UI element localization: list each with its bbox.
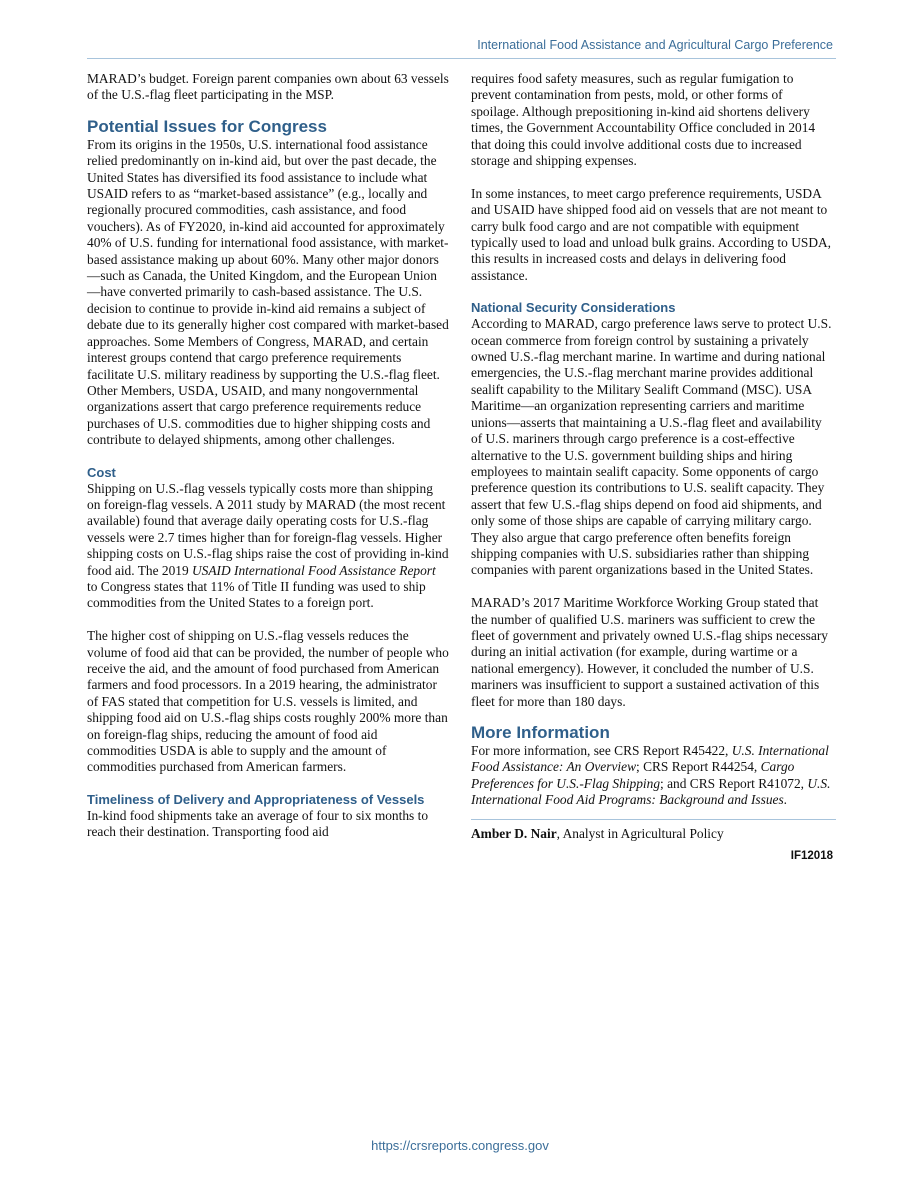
timeliness-paragraph-start: In-kind food shipments take an average of four to six months to reach their destination. Transporting food aid: [87, 807, 429, 840]
national-security-paragraph-1: According to MARAD, cargo preference laws serve to protect U.S. ocean commerce from foreign control by sustaining a privately owned U.S.-flag merchant marine. In wartime and during national emergencies, the U.S.-flag merchant marine provides additional sealift capability to the Military Sealift Command (MSC). USA Maritime—an organization representing carriers and maritime unions—asserts that maintaining a U.S.-flag fleet and availability of U.S. mariners through cargo preference is a cost-effective alternative to the U.S. government building ships and hiring employees to maintain sealift capacity. Some opponents of cargo preference question its contributions to U.S. sealift capacity. They assert that few U.S.-flag ships depend on food aid shipments, and only some of those ships are capable of carrying military cargo. They also argue that cargo preference often benefits foreign shipping companies with U.S. subsidiaries rather than shipping companies with parent organizations based in the United States.: [471, 316, 832, 578]
section-heading-potential-issues: Potential Issues for Congress: [87, 116, 327, 136]
potential-issues-paragraph: From its origins in the 1950s, U.S. international food assistance relied predominantly on in-kind aid, but over the past decade, the United States has diversified its food assistance to include what USAID refers to as “market-based assistance” (e.g., locally and regionally procured commodities, cash assistance, and food vouchers). As of FY2020, in-kind aid accounted for approximately 40% of U.S. funding for international food assistance, with market-based assistance making up about 60%. Many other major donors—such as Canada, the United Kingdom, and the European Union—have converted primarily to cash-based assistance. The U.S. decision to continue to provide in-kind aid remains a subject of debate due to its generally higher cost compared with market-based approaches. Some Members of Congress, MARAD, and certain interest groups contend that cargo preference requirements facilitate U.S. military readiness by supporting the U.S.-flag fleet. Other Members, USDA, USAID, and many nongovernmental organizations assert that cargo preference requirements reduce purchases of U.S. commodities due to higher shipping costs and contribute to delayed shipments, among other challenges.: [87, 136, 449, 448]
more-info-link-r44254[interactable]: Cargo Preferences for U.S.-Flag Shipping: [471, 759, 795, 791]
more-info-link-r41072[interactable]: U.S. International Food Aid Programs: Background and Issues: [471, 775, 831, 808]
report-title-usaid: USAID International Food Assistance Report: [192, 562, 436, 578]
section-heading-national-security: National Security Considerations: [471, 300, 676, 316]
cost-paragraph-1-text-a: Shipping on U.S.-flag vessels typically costs more than shipping on foreign-flag vessels. A 2011 study by MARAD (the most recent available) found that average daily operating costs for U.S.-flag vessels were 2.7 times higher than for foreign-flag vessels. Higher shipping costs on U.S.-flag ships raise the cost of providing in-kind food aid. The 2019: [87, 480, 449, 578]
more-information-paragraph: [471, 743, 833, 809]
more-info-text-4: .: [783, 792, 788, 808]
cost-paragraph-1: [87, 481, 449, 612]
signature-rule: [471, 819, 836, 820]
right-column: [471, 71, 833, 864]
cost-paragraph-1-text-b: to Congress states that 11% of Title II funding was used to ship commodities from the United States to a foreign port.: [87, 578, 426, 611]
cost-paragraph-2: The higher cost of shipping on U.S.-flag vessels reduces the volume of food aid that can be provided, the number of people who receive the aid, and the amount of food purchased from American farmers and food processors. In a 2019 hearing, the administrator of FAS stated that competition for U.S. vessels is limited, and shipping food aid on U.S.-flag ships costs roughly 200% more than on foreign-flag ships, reducing the amount of food aid commodities USDA is able to supply and the amount of commodities purchased from American farmers.: [87, 628, 449, 775]
footer-url-link[interactable]: https://crsreports.congress.gov: [371, 1138, 549, 1153]
author-signature: [471, 826, 833, 842]
author-title: , Analyst in Agricultural Policy: [556, 825, 724, 841]
section-heading-more-information: More Information: [471, 723, 610, 742]
section-heading-cost: Cost: [87, 464, 116, 480]
running-header: International Food Assistance and Agricultural Cargo Preference: [477, 38, 833, 52]
national-security-paragraph-2: MARAD’s 2017 Maritime Workforce Working Group stated that the number of qualified U.S. mariners was sufficient to crew the fleet of government and privately owned U.S.-flag ships necessary during an initial activation (for example, during wartime or a national emergency). However, it concluded the number of U.S. mariners was insufficient to support a sustained activation of this fleet for more than 180 days.: [471, 595, 828, 709]
more-info-text-1: For more information, see CRS Report R45422,: [471, 743, 732, 758]
header-rule: [87, 58, 836, 59]
timeliness-paragraph-continued: requires food safety measures, such as regular fumigation to prevent contamination from pests, mold, or other forms of spoilage. Although prepositioning in-kind aid shortens delivery times, the Government Accountability Office concluded in 2014 that doing this could involve additional costs due to increased storage and shipping expenses.: [471, 71, 816, 169]
author-name: Amber D. Nair: [471, 825, 557, 841]
product-id: IF12018: [790, 850, 833, 863]
more-info-link-r45422[interactable]: U.S. International Food Assistance: An Overview: [471, 743, 829, 775]
more-info-text-3: ; and CRS Report R41072,: [660, 775, 808, 791]
section-heading-timeliness: Timeliness of Delivery and Appropriateness of Vessels: [87, 791, 425, 807]
intro-paragraph: MARAD’s budget. Foreign parent companies own about 63 vessels of the U.S.-flag fleet participating in the MSP.: [87, 71, 449, 103]
timeliness-paragraph-2: In some instances, to meet cargo preference requirements, USDA and USAID have shipped food aid on vessels that are not meant to carry bulk food cargo and are not compatible with equipment typically used to load and unload bulk grains. According to USDA, this results in increased costs and delays in delivering food assistance.: [471, 185, 832, 283]
more-info-text-2: ; CRS Report R44254,: [636, 759, 761, 775]
left-column: [87, 71, 449, 857]
